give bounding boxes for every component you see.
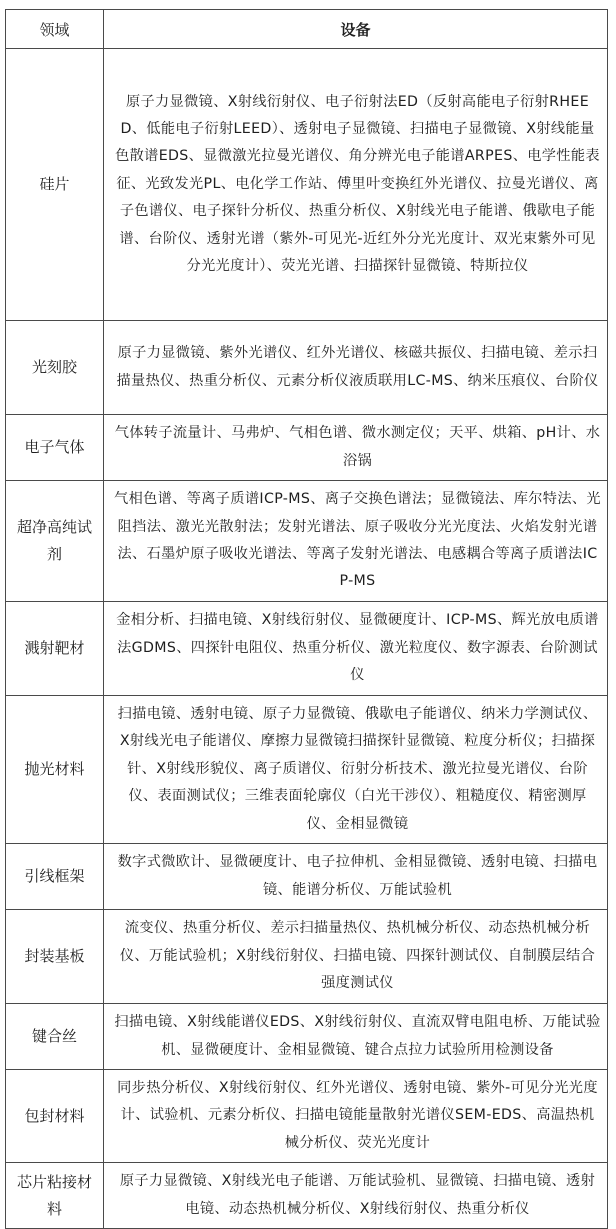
field-cell: 溅射靶材 <box>6 602 104 696</box>
field-cell: 光刻胶 <box>6 321 104 415</box>
equipment-cell: 流变仪、热重分析仪、差示扫描量热仪、热机械分析仪、动态热机械分析仪、万能试验机；X射线衍射仪、扫描电镜、四探针测试仪、自制膜层结合强度测试仪 <box>104 910 608 1004</box>
field-cell: 引线框架 <box>6 844 104 910</box>
table-row <box>6 415 608 481</box>
equipment-cell: 扫描电镜、X射线能谱仪EDS、X射线衍射仪、直流双臂电阻电桥、万能试验机、显微硬度计、金相显微镜、键合点拉力试验所用检测设备 <box>104 1004 608 1070</box>
field-cell: 键合丝 <box>6 1004 104 1070</box>
field-column-header: 领域 <box>6 10 104 49</box>
field-cell: 超净高纯试剂 <box>6 481 104 602</box>
equipment-cell: 金相分析、扫描电镜、X射线衍射仪、显微硬度计、ICP-MS、辉光放电质谱法GDMS、四探针电阻仪、热重分析仪、激光粒度仪、数字源表、台阶测试仪 <box>104 602 608 696</box>
equipment-column-header: 设备 <box>104 10 608 49</box>
equipment-cell: 原子力显微镜、X射线光电子能谱、万能试验机、显微镜、扫描电镜、透射电镜、动态热机械分析仪、X射线衍射仪、热重分析仪 <box>104 1163 608 1229</box>
field-cell: 芯片粘接材料 <box>6 1163 104 1229</box>
table-row <box>6 844 608 910</box>
equipment-cell: 同步热分析仪、X射线衍射仪、红外光谱仪、透射电镜、紫外-可见分光光度计、试验机、元素分析仪、扫描电镜能量散射光谱仪SEM-EDS、高温热机械分析仪、荧光光度计 <box>104 1070 608 1163</box>
equipment-table <box>5 9 608 1229</box>
field-cell: 电子气体 <box>6 415 104 481</box>
table-row <box>6 481 608 602</box>
header-row <box>6 10 608 49</box>
table-row <box>6 1163 608 1229</box>
table-row <box>6 602 608 696</box>
table-row <box>6 321 608 415</box>
field-cell: 抛光材料 <box>6 696 104 844</box>
table-row <box>6 1070 608 1163</box>
equipment-cell: 原子力显微镜、紫外光谱仪、红外光谱仪、核磁共振仪、扫描电镜、差示扫描量热仪、热重分析仪、元素分析仪液质联用LC-MS、纳米压痕仪、台阶仪 <box>104 321 608 415</box>
table-row <box>6 910 608 1004</box>
table-row <box>6 49 608 321</box>
equipment-cell: 扫描电镜、透射电镜、原子力显微镜、俄歇电子能谱仪、纳米力学测试仪、X射线光电子能谱仪、摩擦力显微镜扫描探针显微镜、粒度分析仪；扫描探针、X射线形貌仪、离子质谱仪、衍射分析技术、激光拉曼光谱仪、台阶仪、表面测试仪；三维表面轮廓仪（白光干涉仪）、粗糙度仪、精密测厚仪、金相显微镜 <box>104 696 608 844</box>
field-cell: 封装基板 <box>6 910 104 1004</box>
equipment-cell: 数字式微欧计、显微硬度计、电子拉伸机、金相显微镜、透射电镜、扫描电镜、能谱分析仪、万能试验机 <box>104 844 608 910</box>
equipment-cell: 气相色谱、等离子质谱ICP-MS、离子交换色谱法；显微镜法、库尔特法、光阻挡法、激光光散射法；发射光谱法、原子吸收分光光度法、火焰发射光谱法、石墨炉原子吸收光谱法、等离子发射光谱法、电感耦合等离子质谱法ICP-MS <box>104 481 608 602</box>
table-row <box>6 1004 608 1070</box>
field-cell: 硅片 <box>6 49 104 321</box>
equipment-cell: 原子力显微镜、X射线衍射仪、电子衍射法ED（反射高能电子衍射RHEED、低能电子衍射LEED）、透射电子显微镜、扫描电子显微镜、X射线能量色散谱EDS、显微激光拉曼光谱仪、角分辨光电子能谱ARPES、电学性能表征、光致发光PL、电化学工作站、傅里叶变换红外光谱仪、拉曼光谱仪、离子色谱仪、电子探针分析仪、热重分析仪、X射线光电子能谱、俄歇电子能谱、台阶仪、透射光谱（紫外-可见光-近红外分光光度计、双光束紫外可见分光光度计）、荧光光谱、扫描探针显微镜、特斯拉仪 <box>104 49 608 321</box>
equipment-cell: 气体转子流量计、马弗炉、气相色谱、微水测定仪；天平、烘箱、pH计、水浴锅 <box>104 415 608 481</box>
field-cell: 包封材料 <box>6 1070 104 1163</box>
table-row <box>6 696 608 844</box>
